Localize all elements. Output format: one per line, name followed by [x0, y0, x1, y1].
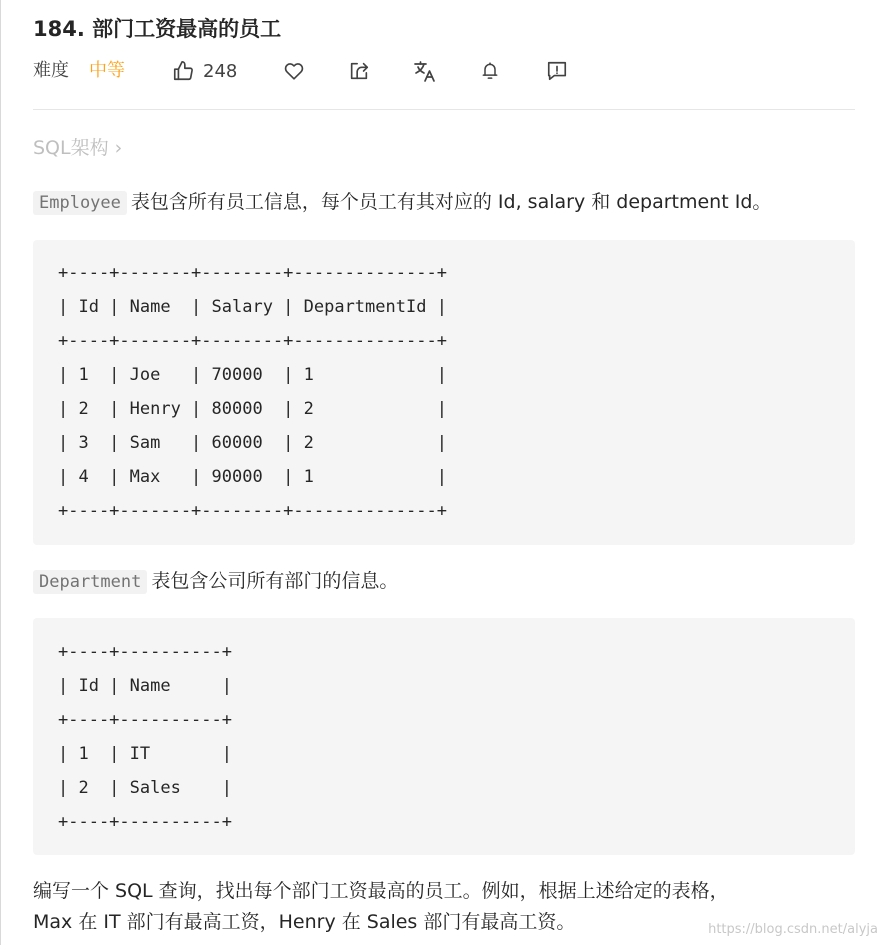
thumbs-up-icon: [172, 60, 194, 82]
watermark: https://blog.csdn.net/alyja: [708, 922, 878, 937]
bell-icon: [480, 60, 500, 82]
employee-description: [33, 187, 771, 219]
department-table-block: [33, 618, 855, 855]
employee-table: +----+-------+--------+--------------+ | Id | Name | Salary | DepartmentId | +----+-------+--------+--------------+ | 1 | Joe | 70000 | 1 | | 2 | Henry | 80000 | 2 | | 3 | Sam | 60000 | 2 | | 4 | Max | 90000 | 1 | +----+-------+--------+--------------+: [58, 263, 447, 521]
task-description: [33, 876, 729, 938]
problem-title: 184. 部门工资最高的员工: [33, 17, 282, 41]
difficulty-label: 难度: [33, 60, 69, 81]
department-description-text: 表包含公司所有部门的信息。: [151, 570, 399, 592]
department-table-name: Department: [33, 570, 147, 594]
problem-meta-row: [33, 58, 855, 84]
task-line-2: Max 在 IT 部门有最高工资，Henry 在 Sales 部门有最高工资。: [33, 911, 576, 933]
task-line-1: 编写一个 SQL 查询，找出每个部门工资最高的员工。例如，根据上述给定的表格，: [33, 880, 729, 902]
like-count: 248: [203, 60, 238, 82]
difficulty-value: 中等: [89, 60, 125, 81]
employee-description-text: 表包含所有员工信息，每个员工有其对应的 Id, salary 和 department Id。: [130, 191, 772, 213]
feedback-button[interactable]: [546, 58, 568, 84]
notification-button[interactable]: [480, 58, 500, 84]
employee-table-name: Employee: [33, 191, 127, 215]
translate-button[interactable]: [413, 58, 437, 84]
feedback-icon: [546, 60, 568, 82]
heart-icon: [283, 60, 305, 82]
department-table: +----+----------+ | Id | Name | +----+----------+ | 1 | IT | | 2 | Sales | +----+----------+: [58, 642, 232, 832]
sql-schema-link[interactable]: SQL架构 ›: [33, 137, 123, 159]
share-icon: [348, 60, 370, 82]
employee-table-block: [33, 240, 855, 545]
left-border: [0, 0, 1, 945]
favorite-button[interactable]: [283, 58, 305, 84]
translate-icon: [413, 59, 437, 83]
header-divider: [33, 109, 855, 110]
share-button[interactable]: [348, 58, 370, 84]
like-button[interactable]: [172, 58, 237, 84]
department-description: [33, 566, 398, 598]
